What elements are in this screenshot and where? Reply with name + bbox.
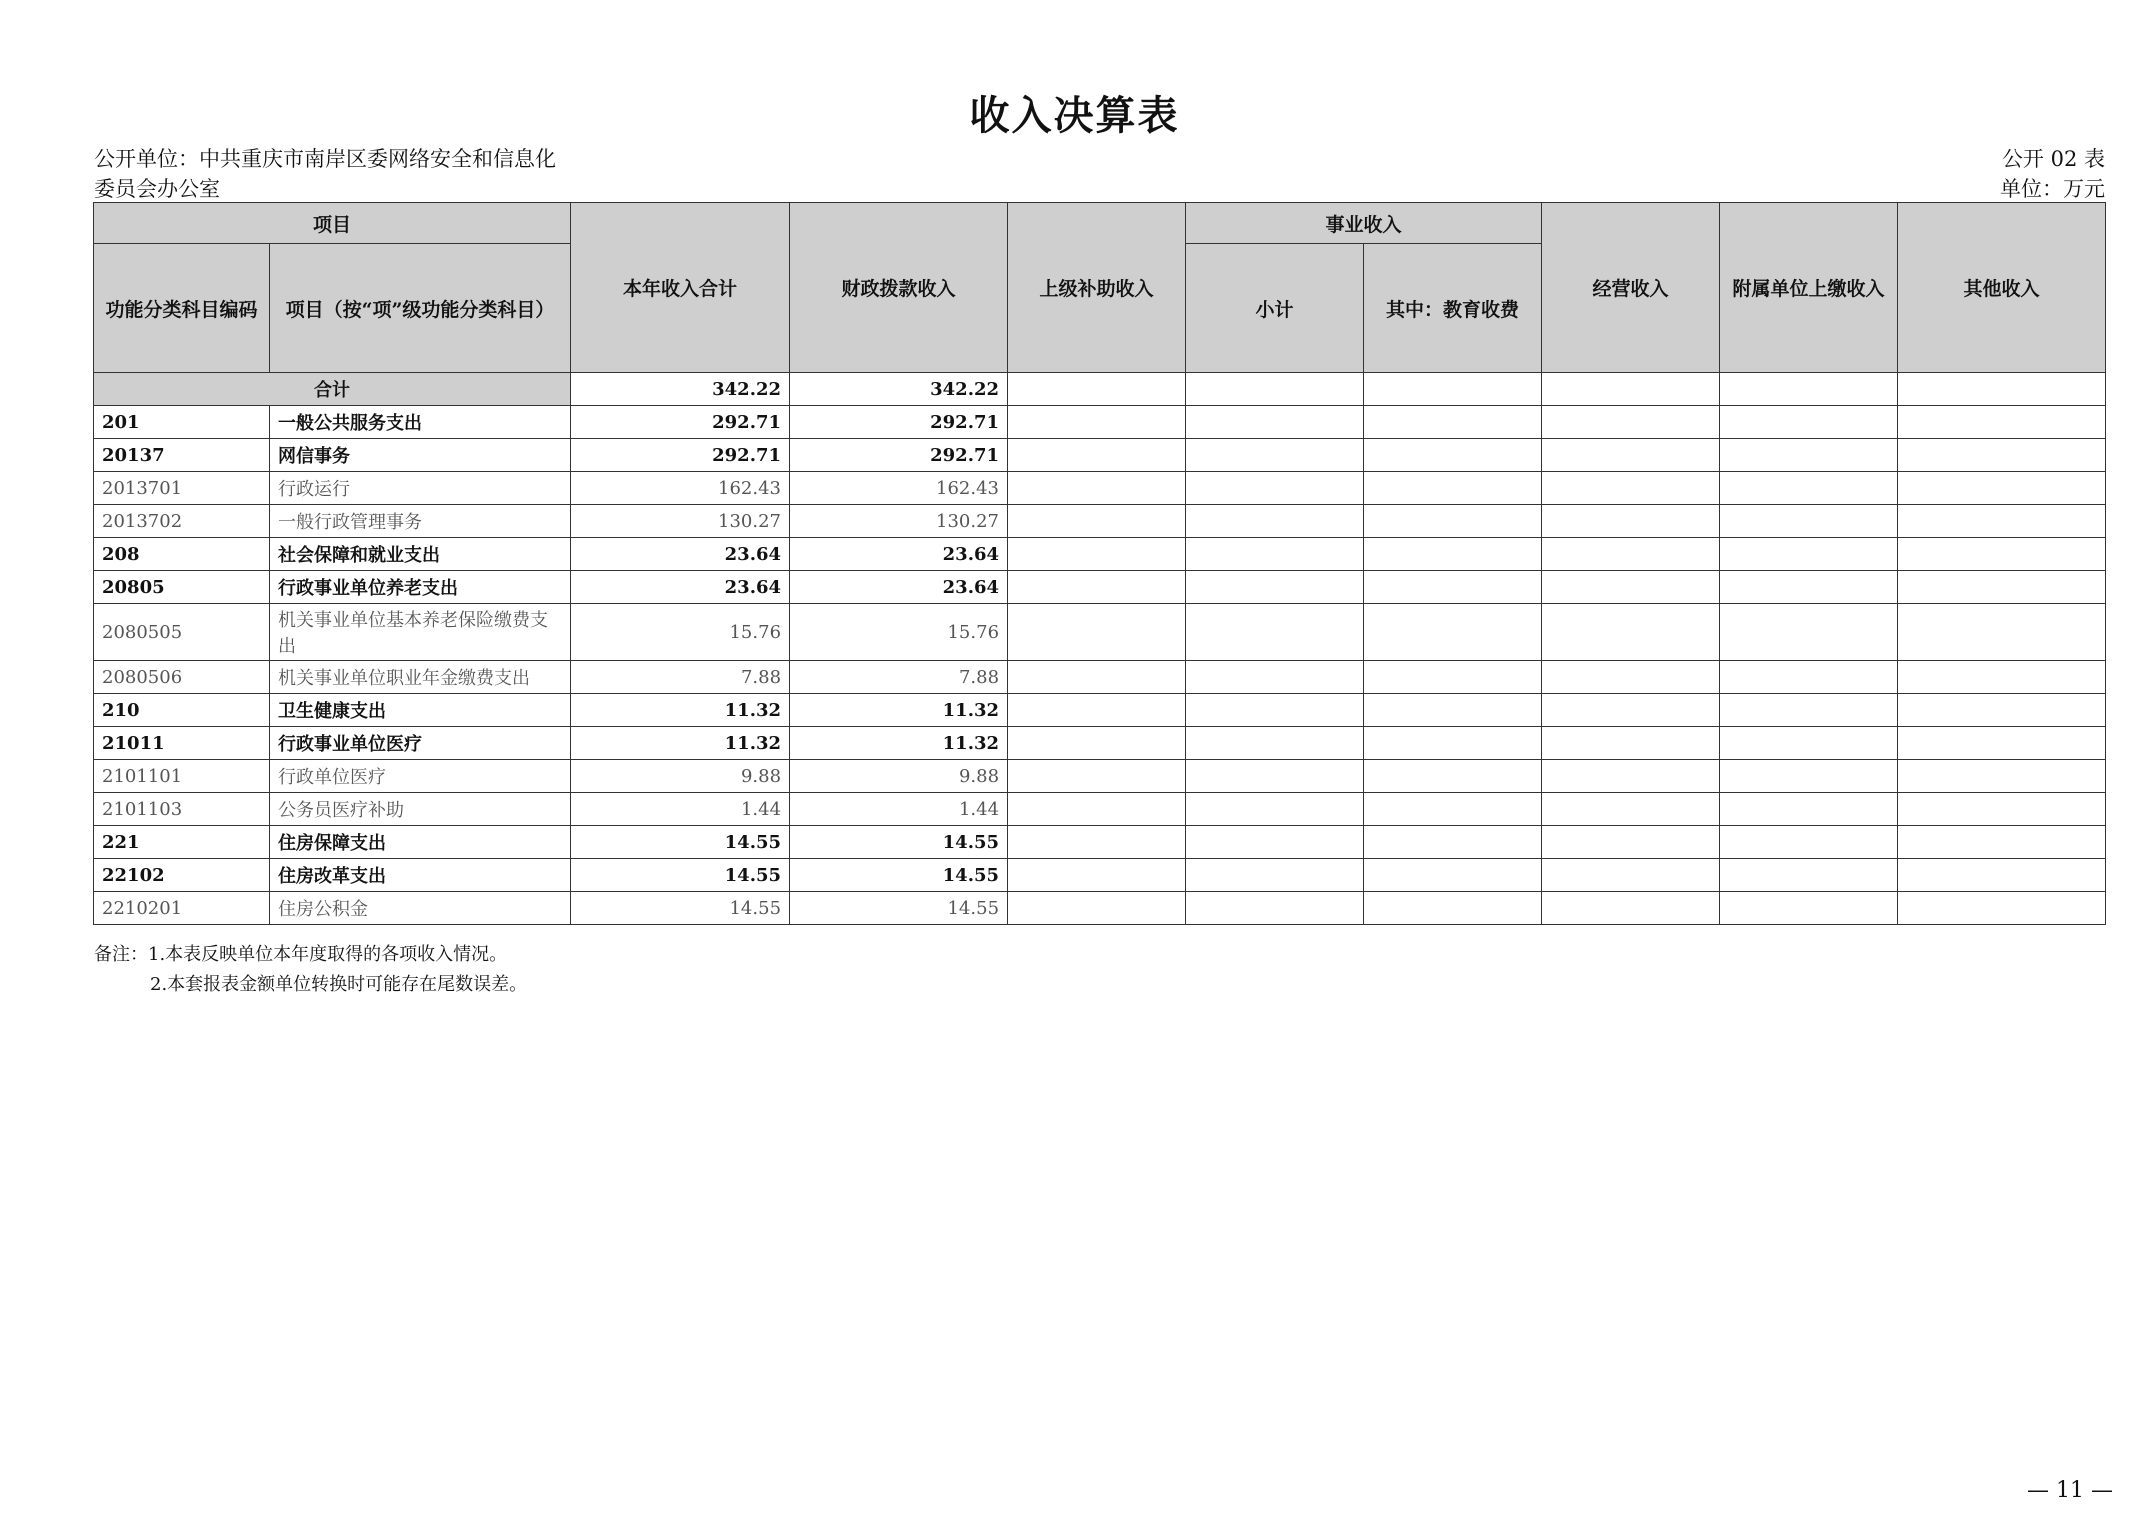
row-code: 2101103: [94, 793, 270, 826]
empty-cell: [1720, 727, 1898, 760]
row-name: 住房公积金: [270, 892, 571, 925]
row-total-income: 292.71: [571, 406, 790, 439]
empty-cell: [1898, 661, 2106, 694]
total-fiscal-cell: 342.22: [790, 373, 1008, 406]
unit-line-2: 委员会办公室: [94, 177, 220, 201]
row-total-income: 14.55: [571, 859, 790, 892]
row-total-income: 130.27: [571, 505, 790, 538]
table-row: [94, 571, 2106, 604]
row-fiscal: 11.32: [790, 727, 1008, 760]
empty-cell: [1542, 760, 1720, 793]
unit-line-1: 公开单位：中共重庆市南岸区委网络安全和信息化: [94, 147, 556, 171]
empty-cell: [1186, 472, 1364, 505]
empty-cell: [1720, 373, 1898, 406]
empty-cell: [1008, 793, 1186, 826]
row-fiscal: 130.27: [790, 505, 1008, 538]
empty-cell: [1186, 661, 1364, 694]
empty-cell: [1542, 604, 1720, 661]
header-affiliated: 附属单位上缴收入: [1720, 203, 1898, 373]
empty-cell: [1186, 694, 1364, 727]
row-name: 卫生健康支出: [270, 694, 571, 727]
empty-cell: [1364, 727, 1542, 760]
row-name: 机关事业单位职业年金缴费支出: [270, 661, 571, 694]
empty-cell: [1364, 538, 1542, 571]
empty-cell: [1898, 859, 2106, 892]
empty-cell: [1364, 661, 1542, 694]
empty-cell: [1720, 571, 1898, 604]
row-code: 2013702: [94, 505, 270, 538]
row-fiscal: 9.88: [790, 760, 1008, 793]
row-name: 机关事业单位基本养老保险缴费支出: [270, 604, 571, 661]
row-name: 住房改革支出: [270, 859, 571, 892]
row-total-income: 7.88: [571, 661, 790, 694]
empty-cell: [1898, 604, 2106, 661]
empty-cell: [1008, 661, 1186, 694]
form-number: 公开 02 表: [2001, 147, 2105, 171]
empty-cell: [1542, 439, 1720, 472]
header-business: 经营收入: [1542, 203, 1720, 373]
empty-cell: [1186, 505, 1364, 538]
empty-cell: [1008, 439, 1186, 472]
empty-cell: [1898, 727, 2106, 760]
empty-cell: [1364, 859, 1542, 892]
row-code: 20137: [94, 439, 270, 472]
table-row: [94, 694, 2106, 727]
table-row: [94, 505, 2106, 538]
row-code: 22102: [94, 859, 270, 892]
header-project: 项目: [94, 203, 571, 244]
empty-cell: [1720, 604, 1898, 661]
row-name: 一般行政管理事务: [270, 505, 571, 538]
row-total-income: 15.76: [571, 604, 790, 661]
empty-cell: [1898, 571, 2106, 604]
row-name: 一般公共服务支出: [270, 406, 571, 439]
empty-cell: [1542, 859, 1720, 892]
header-total-income: 本年收入合计: [571, 203, 790, 373]
row-fiscal: 15.76: [790, 604, 1008, 661]
empty-cell: [1364, 406, 1542, 439]
row-code: 201: [94, 406, 270, 439]
empty-cell: [1008, 826, 1186, 859]
empty-cell: [1364, 694, 1542, 727]
row-total-income: 292.71: [571, 439, 790, 472]
empty-cell: [1898, 793, 2106, 826]
row-fiscal: 7.88: [790, 661, 1008, 694]
row-fiscal: 23.64: [790, 538, 1008, 571]
table-row: [94, 538, 2106, 571]
row-total-income: 11.32: [571, 727, 790, 760]
empty-cell: [1720, 538, 1898, 571]
total-row: [94, 373, 2106, 406]
empty-cell: [1542, 694, 1720, 727]
empty-cell: [1898, 760, 2106, 793]
row-code: 2013701: [94, 472, 270, 505]
empty-cell: [1898, 538, 2106, 571]
empty-cell: [1364, 892, 1542, 925]
table-row: [94, 661, 2106, 694]
row-total-income: 23.64: [571, 538, 790, 571]
empty-cell: [1364, 793, 1542, 826]
empty-cell: [1542, 538, 1720, 571]
row-total-income: 9.88: [571, 760, 790, 793]
empty-cell: [1720, 505, 1898, 538]
row-name: 网信事务: [270, 439, 571, 472]
empty-cell: [1898, 373, 2106, 406]
row-fiscal: 23.64: [790, 571, 1008, 604]
empty-cell: [1542, 826, 1720, 859]
empty-cell: [1720, 826, 1898, 859]
total-income-cell: 342.22: [571, 373, 790, 406]
row-fiscal: 292.71: [790, 406, 1008, 439]
empty-cell: [1720, 892, 1898, 925]
row-total-income: 14.55: [571, 826, 790, 859]
row-fiscal: 162.43: [790, 472, 1008, 505]
currency-unit: 单位：万元: [2000, 177, 2105, 201]
empty-cell: [1898, 505, 2106, 538]
page-title: 收入决算表: [969, 92, 1180, 139]
empty-cell: [1720, 439, 1898, 472]
table-row: [94, 760, 2106, 793]
empty-cell: [1186, 892, 1364, 925]
row-name: 公务员医疗补助: [270, 793, 571, 826]
empty-cell: [1542, 505, 1720, 538]
empty-cell: [1364, 604, 1542, 661]
table-row: [94, 826, 2106, 859]
row-name: 社会保障和就业支出: [270, 538, 571, 571]
empty-cell: [1542, 472, 1720, 505]
table-row: [94, 472, 2106, 505]
row-code: 221: [94, 826, 270, 859]
empty-cell: [1364, 472, 1542, 505]
row-code: 21011: [94, 727, 270, 760]
form-meta: [2000, 144, 2105, 204]
table-row: [94, 439, 2106, 472]
table-row: [94, 793, 2106, 826]
empty-cell: [1186, 406, 1364, 439]
empty-cell: [1364, 826, 1542, 859]
row-code: 20805: [94, 571, 270, 604]
empty-cell: [1542, 661, 1720, 694]
empty-cell: [1186, 760, 1364, 793]
empty-cell: [1186, 538, 1364, 571]
empty-cell: [1186, 793, 1364, 826]
header-subtotal: 小计: [1186, 244, 1364, 373]
empty-cell: [1008, 373, 1186, 406]
row-code: 2101101: [94, 760, 270, 793]
empty-cell: [1008, 859, 1186, 892]
empty-cell: [1186, 604, 1364, 661]
page-number: — 11 —: [2027, 1478, 2113, 1503]
empty-cell: [1186, 373, 1364, 406]
row-fiscal: 14.55: [790, 826, 1008, 859]
header-func-name: 项目（按“项”级功能分类科目）: [270, 244, 571, 373]
empty-cell: [1008, 538, 1186, 571]
empty-cell: [1542, 793, 1720, 826]
note-2: 2.本套报表金额单位转换时可能存在尾数误差。: [150, 974, 528, 995]
empty-cell: [1720, 472, 1898, 505]
row-code: 2080506: [94, 661, 270, 694]
row-total-income: 162.43: [571, 472, 790, 505]
empty-cell: [1008, 694, 1186, 727]
empty-cell: [1008, 571, 1186, 604]
empty-cell: [1008, 472, 1186, 505]
reporting-unit: [94, 144, 614, 204]
total-label: 合计: [94, 373, 571, 406]
empty-cell: [1364, 571, 1542, 604]
row-name: 行政事业单位医疗: [270, 727, 571, 760]
empty-cell: [1542, 406, 1720, 439]
row-name: 行政单位医疗: [270, 760, 571, 793]
row-total-income: 11.32: [571, 694, 790, 727]
header-fiscal: 财政拨款收入: [790, 203, 1008, 373]
empty-cell: [1720, 793, 1898, 826]
empty-cell: [1186, 826, 1364, 859]
table-row: [94, 727, 2106, 760]
empty-cell: [1186, 439, 1364, 472]
table-row: [94, 892, 2106, 925]
empty-cell: [1720, 661, 1898, 694]
row-total-income: 1.44: [571, 793, 790, 826]
row-fiscal: 14.55: [790, 859, 1008, 892]
row-name: 住房保障支出: [270, 826, 571, 859]
empty-cell: [1008, 760, 1186, 793]
empty-cell: [1542, 571, 1720, 604]
empty-cell: [1898, 892, 2106, 925]
empty-cell: [1186, 571, 1364, 604]
header-superior-subsidy: 上级补助收入: [1008, 203, 1186, 373]
table-row: [94, 859, 2106, 892]
header-education-fee: 其中：教育收费: [1364, 244, 1542, 373]
empty-cell: [1898, 439, 2106, 472]
empty-cell: [1898, 472, 2106, 505]
empty-cell: [1364, 439, 1542, 472]
empty-cell: [1364, 760, 1542, 793]
row-code: 2210201: [94, 892, 270, 925]
empty-cell: [1542, 892, 1720, 925]
empty-cell: [1008, 604, 1186, 661]
header-other: 其他收入: [1898, 203, 2106, 373]
row-fiscal: 292.71: [790, 439, 1008, 472]
empty-cell: [1364, 373, 1542, 406]
empty-cell: [1364, 505, 1542, 538]
row-code: 2080505: [94, 604, 270, 661]
table-row: [94, 604, 2106, 661]
empty-cell: [1898, 406, 2106, 439]
row-code: 208: [94, 538, 270, 571]
empty-cell: [1898, 694, 2106, 727]
row-name: 行政事业单位养老支出: [270, 571, 571, 604]
table-notes: [94, 940, 527, 1000]
header-career-income: 事业收入: [1186, 203, 1542, 244]
income-table: [93, 202, 2106, 925]
empty-cell: [1720, 694, 1898, 727]
empty-cell: [1008, 892, 1186, 925]
table-row: [94, 406, 2106, 439]
row-total-income: 14.55: [571, 892, 790, 925]
empty-cell: [1542, 373, 1720, 406]
empty-cell: [1542, 727, 1720, 760]
empty-cell: [1720, 760, 1898, 793]
row-total-income: 23.64: [571, 571, 790, 604]
row-fiscal: 14.55: [790, 892, 1008, 925]
empty-cell: [1186, 859, 1364, 892]
row-name: 行政运行: [270, 472, 571, 505]
empty-cell: [1008, 505, 1186, 538]
empty-cell: [1186, 727, 1364, 760]
note-1: 备注：1.本表反映单位本年度取得的各项收入情况。: [94, 944, 508, 965]
empty-cell: [1008, 727, 1186, 760]
header-func-code: 功能分类科目编码: [94, 244, 270, 373]
row-fiscal: 1.44: [790, 793, 1008, 826]
empty-cell: [1008, 406, 1186, 439]
empty-cell: [1720, 859, 1898, 892]
empty-cell: [1898, 826, 2106, 859]
row-code: 210: [94, 694, 270, 727]
row-fiscal: 11.32: [790, 694, 1008, 727]
empty-cell: [1720, 406, 1898, 439]
